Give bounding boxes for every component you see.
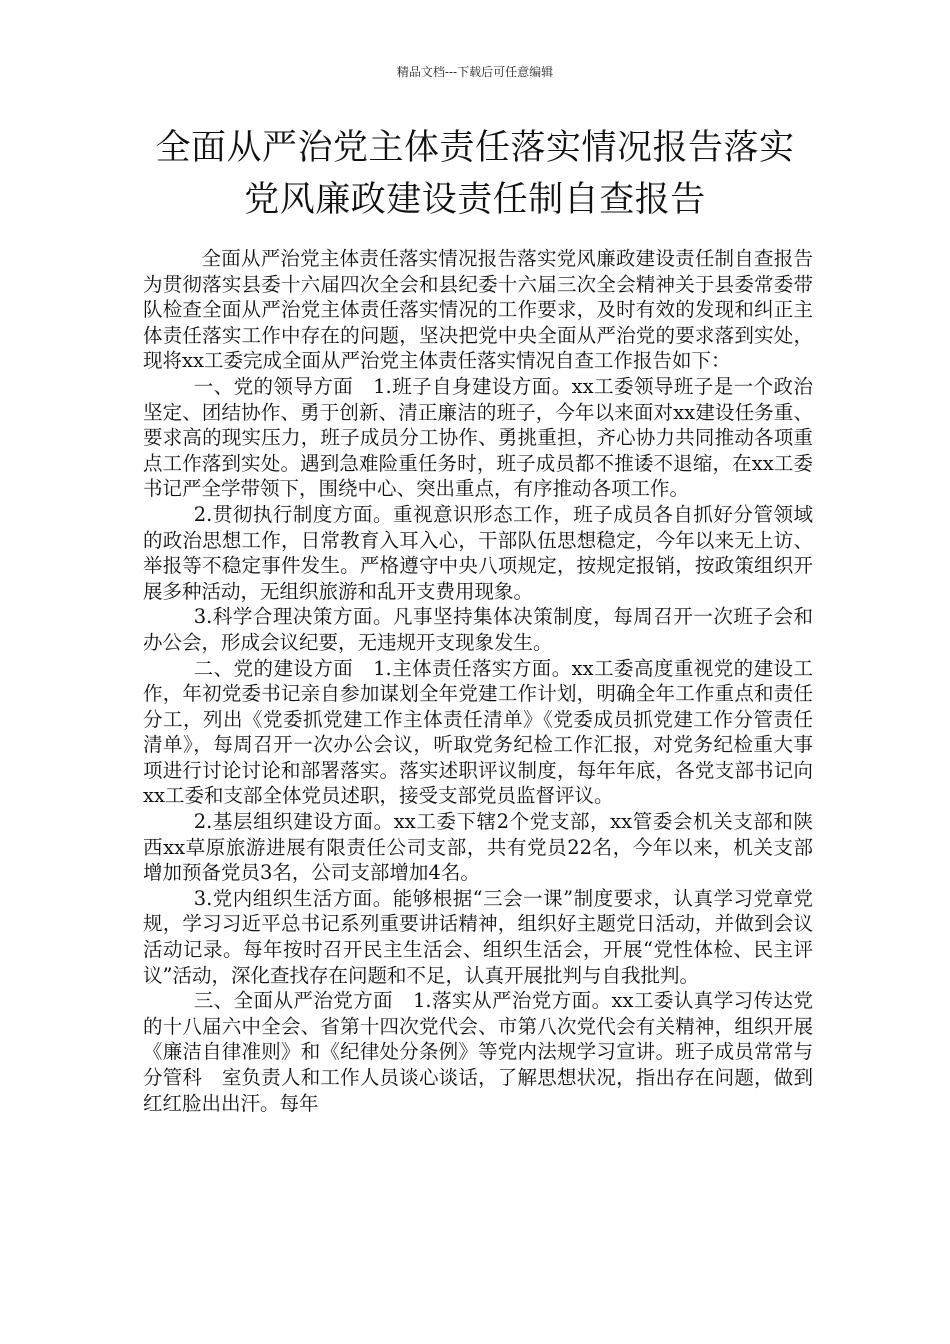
document-title (100, 122, 850, 226)
page-header: 精品文档---下载后可任意编辑 (396, 65, 554, 79)
document-title-line-1: 全面从严治党主体责任落实情况报告落实 (155, 128, 795, 168)
document-body (143, 246, 853, 1116)
paragraph-decision-making: 3.科学合理决策方面。凡事坚持集体决策制度，每周召开一次班子会和办公会，形成会议纪要，无违规开支现象发生。 (143, 605, 813, 654)
paragraph-party-building: 二、党的建设方面 1.主体责任落实方面。xx工委高度重视党的建设工作，年初党委书记亲自参加谋划全年党建工作计划，明确全年工作重点和责任分工，列出《党委抓党建工作主体责任清单》《党委成员抓党建工作分管责任清单》，每周召开一次办公会议，听取党务纪检工作汇报，对党务纪检重大事项进行讨论讨论和部署落实。落实述职评议制度，每年年底，各党支部书记向xx工委和支部全体党员述职，接受支部党员监督评议。 (143, 656, 813, 808)
paragraph-grassroots-organization: 2.基层组织建设方面。xx工委下辖2个党支部，xx管委会机关支部和陕西xx草原旅游进展有限责任公司支部，共有党员22名，今年以来，机关支部增加预备党员3名，公司支部增加4名。 (143, 810, 813, 885)
paragraph-system-implementation: 2.贯彻执行制度方面。重视意识形态工作，班子成员各自抓好分管领域的政治思想工作，日常教育入耳入心，干部队伍思想稳定，今年以来无上访、举报等不稳定事件发生。严格遵守中央八项规定，按规定报销，按政策组织开展多种活动，无组织旅游和乱开支费用现象。 (143, 502, 813, 603)
document-title-line-2: 党风廉政建设责任制自查报告 (244, 180, 706, 220)
paragraph-strict-governance: 三、全面从严治党方面 1.落实从严治党方面。xx工委认真学习传达党的十八届六中全会、省第十四次党代会、市第八次党代会有关精神，组织开展《廉洁自律准则》和《纪律处分条例》等党内法规学习宣讲。班子成员常常与分管科 室负责人和工作人员谈心谈话，了解思想状况，指出存在问题，做到红红脸出出汗。每年 (143, 989, 813, 1115)
paragraph-organizational-life: 3.党内组织生活方面。能够根据“三会一课”制度要求，认真学习党章党规，学习习近平总书记系列重要讲话精神，组织好主题党日活动，并做到会议活动记录。每年按时召开民主生活会、组织生活会，开展“党性体检、民主评议”活动，深化查找存在问题和不足，认真开展批判与自我批判。 (143, 886, 813, 987)
paragraph-intro: 全面从严治党主体责任落实情况报告落实党风廉政建设责任制自查报告 为贯彻落实县委十六届四次全会和县纪委十六届三次全会精神关于县委常委带队检查全面从严治党主体责任落实情况的工作要求，及时有效的发现和纠正主体责任落实工作中存在的问题，坚决把党中央全面从严治党的要求落到实处，现将xx工委完成全面从严治党主体责任落实情况自查工作报告如下： (143, 247, 853, 373)
paragraph-party-leadership: 一、党的领导方面 1.班子自身建设方面。xx工委领导班子是一个政治坚定、团结协作、勇于创新、清正廉洁的班子，今年以来面对xx建设任务重、要求高的现实压力，班子成员分工协作、勇挑重担，齐心协力共同推动各项重点工作落到实处。遇到急难险重任务时，班子成员都不推诿不退缩，在xx工委书记严全学带领下，围绕中心、突出重点，有序推动各项工作。 (143, 374, 813, 501)
